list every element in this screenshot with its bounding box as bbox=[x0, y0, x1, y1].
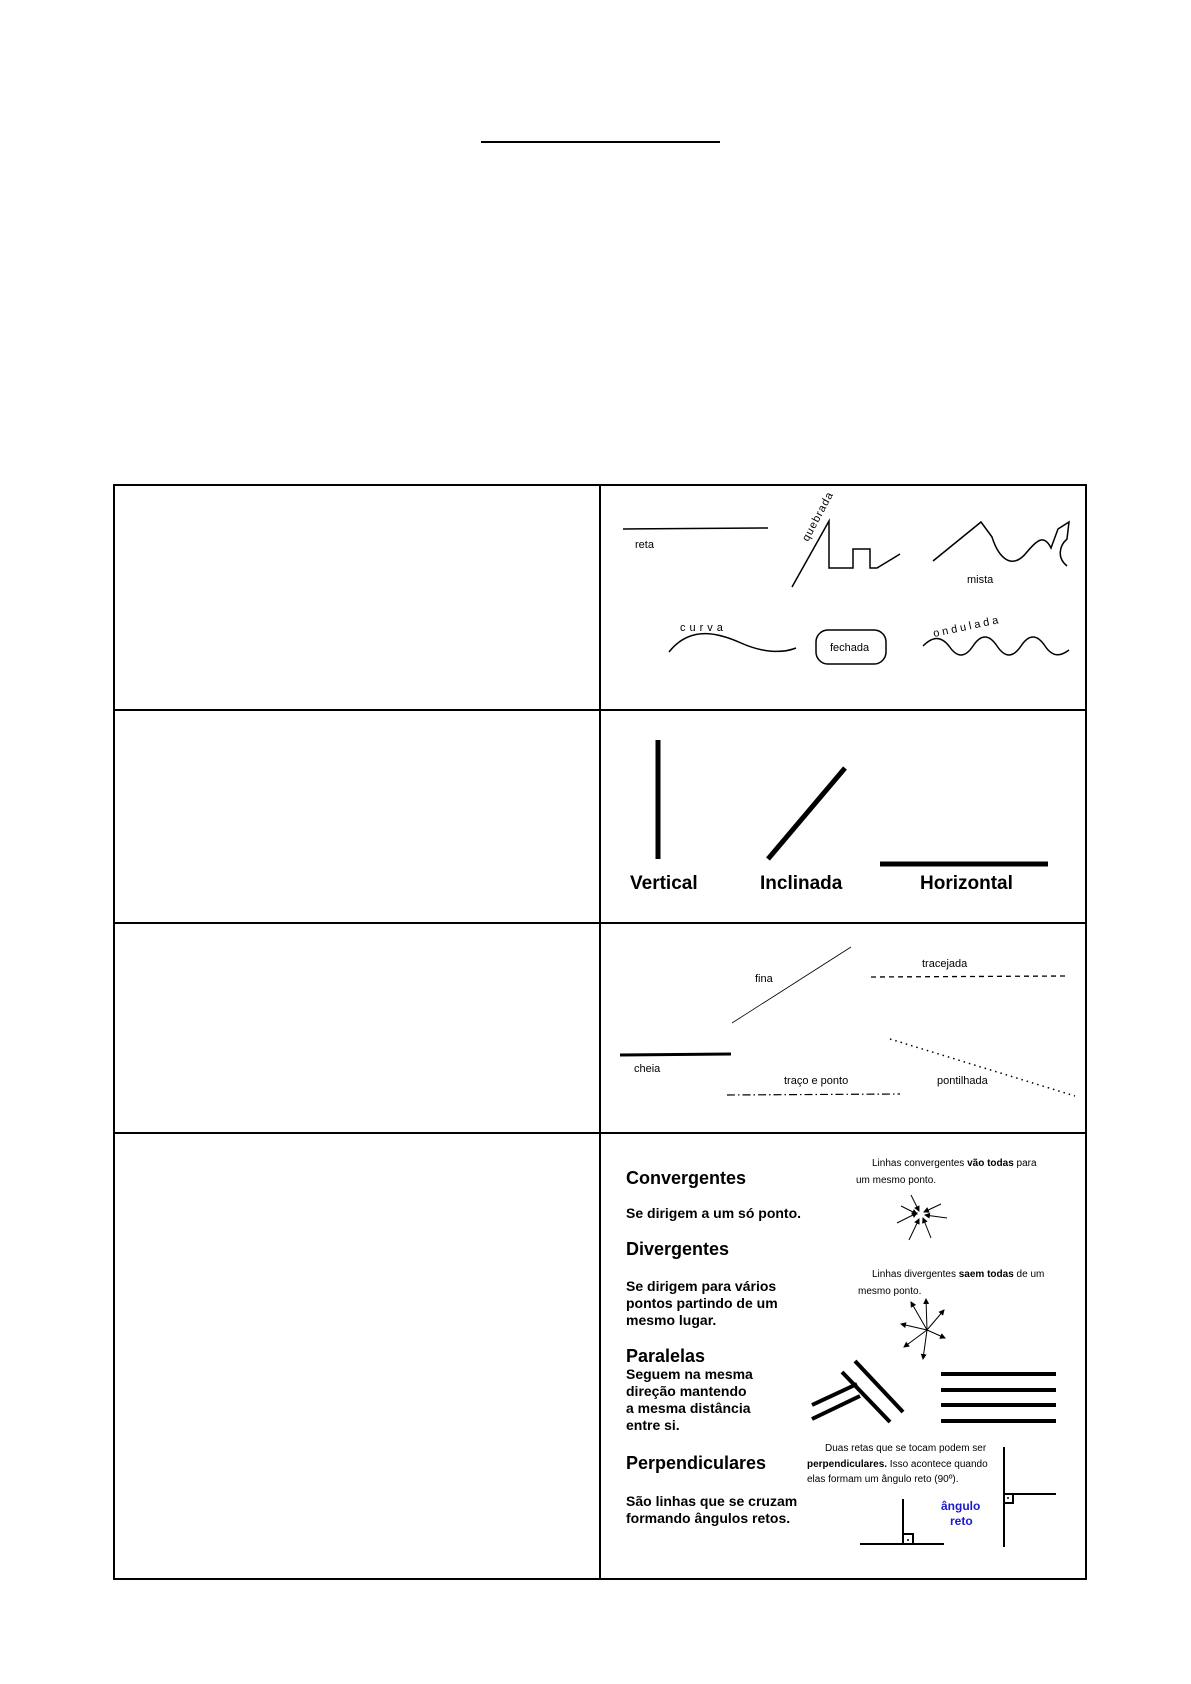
line-shapes-figure bbox=[601, 486, 1085, 704]
label-fechada: fechada bbox=[830, 642, 870, 654]
table-row bbox=[114, 485, 1086, 710]
right-cell-4 bbox=[600, 1133, 1086, 1579]
right-angle-dot bbox=[1007, 1497, 1009, 1499]
title-underline bbox=[481, 141, 720, 143]
right-cell-3 bbox=[600, 923, 1086, 1133]
desc-perpendiculares-1: São linhas que se cruzam bbox=[626, 1493, 798, 1509]
wavy-line bbox=[923, 637, 1069, 655]
label-horizontal: Horizontal bbox=[920, 873, 1013, 894]
label-pontilhada: pontilhada bbox=[937, 1075, 988, 1087]
label-angulo: ângulo bbox=[941, 1499, 981, 1513]
desc-divergentes-2: pontos partindo de um bbox=[626, 1295, 778, 1311]
desc-perpendiculares-2: formando ângulos retos. bbox=[626, 1510, 791, 1526]
desc-paralelas-2: direção mantendo bbox=[626, 1383, 747, 1399]
line-types-table bbox=[113, 484, 1087, 1580]
label-traco-ponto: traço e ponto bbox=[784, 1075, 849, 1087]
note-convergentes-2: um mesmo ponto. bbox=[856, 1175, 937, 1186]
right-cell-2 bbox=[600, 710, 1086, 923]
straight-line bbox=[623, 528, 768, 529]
label-curva: curva bbox=[680, 622, 727, 634]
table-row bbox=[114, 923, 1086, 1133]
note-perpendiculares-3: elas formam um ângulo reto (90º). bbox=[807, 1474, 959, 1485]
label-cheia: cheia bbox=[634, 1063, 661, 1075]
note-perpendiculares-1: Duas retas que se tocam podem ser bbox=[825, 1443, 987, 1454]
desc-paralelas-3: a mesma distância bbox=[626, 1400, 751, 1416]
label-reta: reta bbox=[635, 539, 654, 551]
desc-convergentes: Se dirigem a um só ponto. bbox=[626, 1205, 802, 1221]
parallel-lines-icon bbox=[812, 1361, 1056, 1422]
desc-divergentes-1: Se dirigem para vários bbox=[626, 1278, 777, 1294]
dash-dot-line bbox=[727, 1094, 900, 1095]
left-cell-3[interactable] bbox=[114, 923, 600, 1133]
dotted-line bbox=[890, 1039, 1075, 1096]
left-cell-2[interactable] bbox=[114, 710, 600, 923]
label-fina: fina bbox=[755, 973, 773, 985]
table-row bbox=[114, 710, 1086, 923]
dashed-line bbox=[871, 976, 1065, 977]
desc-paralelas-4: entre si. bbox=[626, 1417, 680, 1433]
curved-line bbox=[669, 634, 796, 652]
mixed-line bbox=[933, 522, 1069, 566]
label-tracejada: tracejada bbox=[922, 958, 968, 970]
right-cell-1 bbox=[600, 485, 1086, 710]
label-vertical: Vertical bbox=[630, 873, 698, 894]
title-divergentes: Divergentes bbox=[626, 1239, 730, 1259]
note-divergentes-1: Linhas divergentes saem todas de um bbox=[872, 1269, 1045, 1280]
title-paralelas: Paralelas bbox=[626, 1346, 706, 1366]
desc-paralelas-1: Seguem na mesma bbox=[626, 1366, 753, 1382]
note-perpendiculares-2: perpendiculares. Isso acontece quando bbox=[807, 1459, 988, 1470]
title-convergentes: Convergentes bbox=[626, 1168, 747, 1188]
thin-line bbox=[732, 947, 851, 1023]
label-reto: reto bbox=[950, 1514, 973, 1528]
table-row bbox=[114, 1133, 1086, 1579]
note-divergentes-2: mesmo ponto. bbox=[858, 1286, 922, 1297]
inclined-line bbox=[768, 768, 845, 859]
label-mista: mista bbox=[967, 574, 994, 586]
left-cell-4[interactable] bbox=[114, 1133, 600, 1579]
right-angle-dot bbox=[907, 1539, 909, 1541]
note-convergentes-1: Linhas convergentes vão todas para bbox=[872, 1158, 1037, 1169]
label-quebrada: quebrada bbox=[800, 489, 837, 544]
title-perpendiculares: Perpendiculares bbox=[626, 1453, 767, 1473]
left-cell-1[interactable] bbox=[114, 485, 600, 710]
line-styles-figure bbox=[601, 924, 1085, 1127]
desc-divergentes-3: mesmo lugar. bbox=[626, 1312, 717, 1328]
converging-arrows-icon bbox=[897, 1195, 947, 1240]
solid-line bbox=[620, 1054, 731, 1055]
label-ondulada: ondulada bbox=[932, 613, 1003, 640]
diverging-arrows-icon bbox=[901, 1299, 945, 1359]
line-positions-figure bbox=[601, 711, 1085, 917]
line-relations-figure bbox=[601, 1134, 1085, 1573]
label-inclinada: Inclinada bbox=[760, 873, 843, 894]
